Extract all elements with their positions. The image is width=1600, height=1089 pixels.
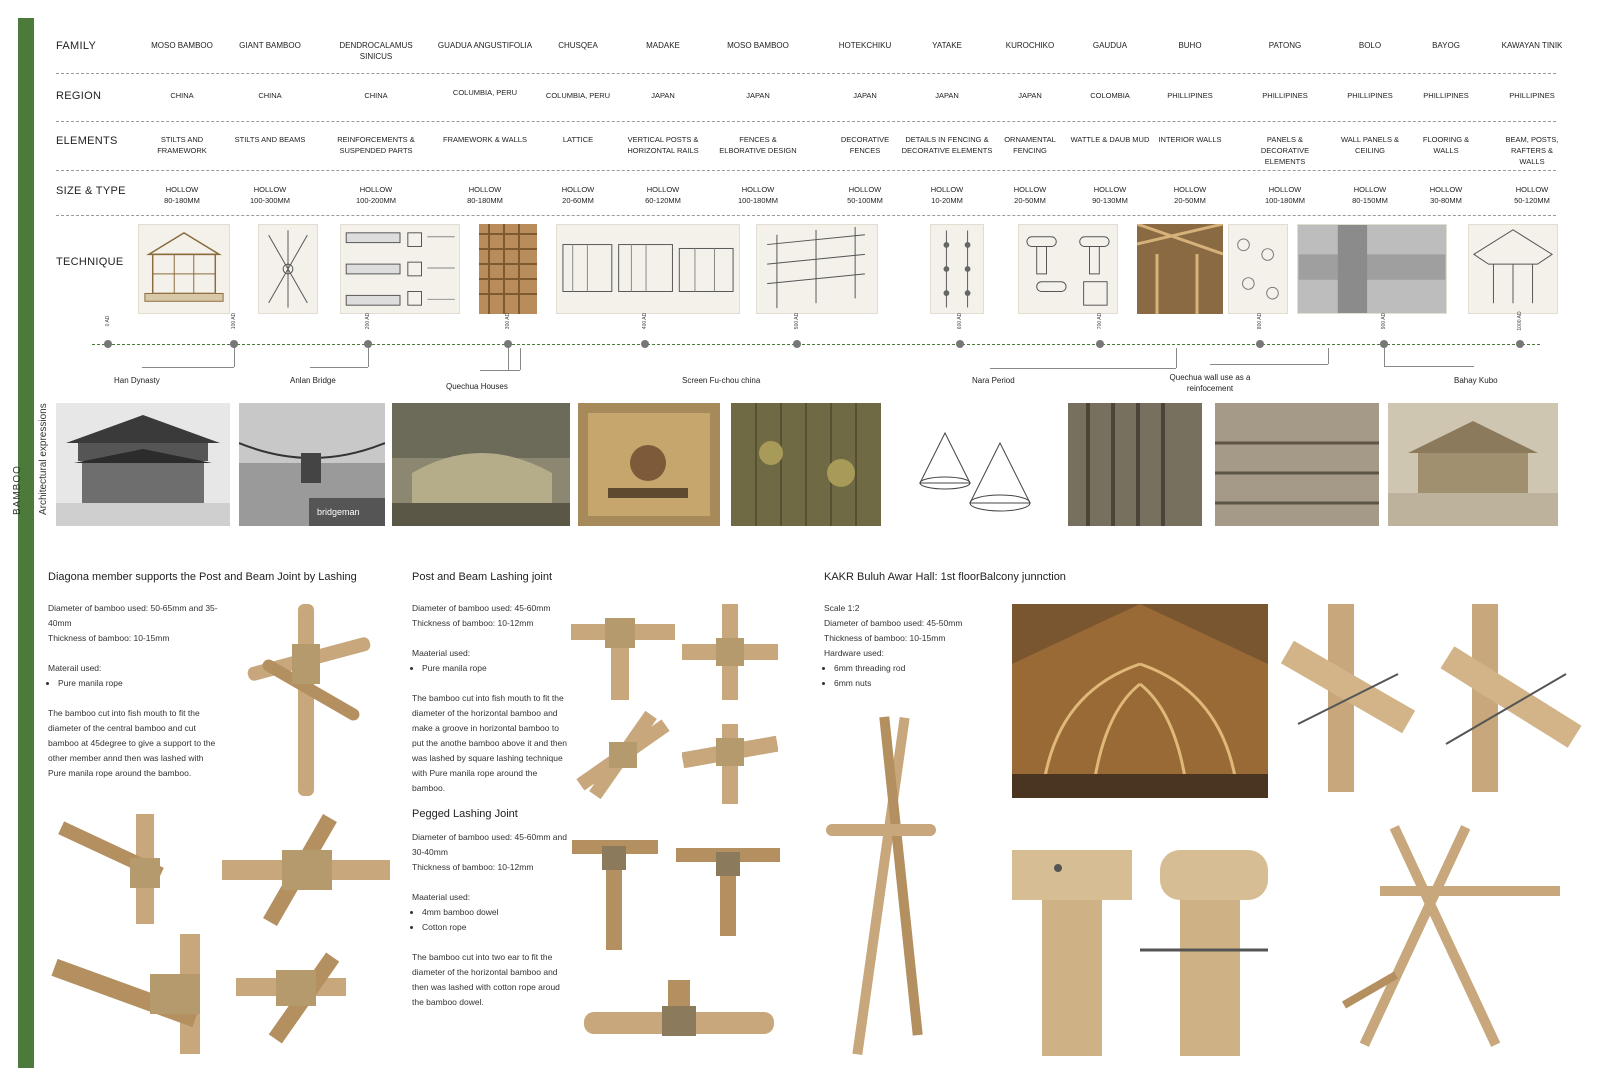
region-cell: PHILLIPINES [1347, 91, 1393, 100]
elements-cell: WATTLE & DAUB MUD [1070, 135, 1150, 144]
region-cell: CHINA [170, 91, 194, 100]
elements-cell: STILTS AND BEAMS [234, 135, 306, 144]
region-cell: CHINA [364, 91, 388, 100]
region-cell: PHILLIPINES [1423, 91, 1469, 100]
family-cell: DENDROCALAMUS SINICUS [339, 41, 413, 61]
size-cell: 80-180MM [467, 196, 503, 205]
region-cell: COLUMBIA, PERU [452, 88, 518, 97]
photo-bahay-kubo [1388, 403, 1558, 526]
era-label: Bahay Kubo [1454, 376, 1498, 385]
spec-line: Thickness of bamboo: 10-15mm [824, 633, 946, 643]
size-cell: 90-130MM [1092, 196, 1128, 205]
material-label: Maaterial used: [412, 648, 471, 658]
era-label: Anlan Bridge [290, 376, 336, 385]
row-label-elements: ELEMENTS [56, 135, 118, 147]
row-label-family: FAMILY [56, 40, 97, 52]
row-label-size-type: SIZE & TYPE [56, 185, 126, 197]
size-type-cell: HOLLOW [1093, 185, 1127, 194]
leader-line [1384, 366, 1474, 367]
divider [56, 73, 1556, 74]
timeline-year: 1000 AD [1517, 311, 1523, 331]
spec-line: Thickness of bamboo: 10-12mm [412, 618, 534, 628]
leader-line [990, 368, 1176, 369]
photo-temple [56, 403, 230, 526]
size-type-cell: HOLLOW [1173, 185, 1207, 194]
leader-line [520, 348, 521, 370]
section-title-diagonal: Diagona member supports the Post and Beam Joint by Lashing [48, 571, 357, 583]
family-cell: MOSO BAMBOO [151, 41, 213, 50]
peg-spec-text [412, 830, 568, 1010]
size-cell: 20-50MM [1174, 196, 1206, 205]
region-cell: JAPAN [746, 91, 770, 100]
description: The bamboo cut into fish mouth to fit the diameter of the central bamboo and cut bamboo at 45degree to give a support to the other member annd then was lashed with Pure manila rope around the bamboo. [48, 708, 216, 778]
technique-sketch-stilts [258, 224, 318, 314]
family-cell: PATONG [1268, 41, 1302, 50]
photo-mud-wall [1215, 403, 1379, 526]
material-item: • Cotton rope [422, 920, 568, 935]
size-type-cell: HOLLOW [561, 185, 595, 194]
size-cell: 30-80MM [1430, 196, 1462, 205]
divider [56, 215, 1556, 216]
timeline-year: 0 AD [105, 315, 111, 327]
elements-cell: DECORATIVE FENCES [840, 135, 890, 155]
photo-painting [578, 403, 720, 526]
family-cell: KAWAYAN TINIK [1501, 41, 1563, 50]
family-cell: CHUSQEA [558, 41, 598, 50]
size-cell: 20-50MM [1014, 196, 1046, 205]
section-title-pegged: Pegged Lashing Joint [412, 808, 518, 820]
elements-cell: INTERIOR WALLS [1158, 135, 1222, 144]
spec-line: Diameter of bamboo used: 50-65mm and 35-40mm [48, 603, 218, 628]
row-label-region: REGION [56, 90, 102, 102]
region-cell: JAPAN [651, 91, 675, 100]
technique-tjoint-sketch [1018, 224, 1118, 314]
family-cell: MOSO BAMBOO [727, 41, 789, 50]
family-cell: GIANT BAMBOO [239, 41, 301, 50]
timeline-year: 100 AD [231, 312, 237, 330]
era-label: Nara Period [972, 376, 1015, 385]
photo-wall-reinforcement [1068, 403, 1202, 526]
region-cell: JAPAN [853, 91, 877, 100]
leader-line [508, 348, 509, 370]
elements-cell: LATTICE [562, 135, 594, 144]
size-cell: 50-100MM [847, 196, 883, 205]
kakr-spec-text [824, 601, 994, 691]
timeline-dot [230, 340, 238, 348]
timeline-dot [641, 340, 649, 348]
region-cell: PHILLIPINES [1167, 91, 1213, 100]
timeline-dot [1516, 340, 1524, 348]
timeline-year: 500 AD [794, 312, 800, 330]
photo-diagonal-detail [236, 948, 346, 1048]
technique-fence-sketch [756, 224, 878, 314]
family-cell: BOLO [1358, 41, 1382, 50]
size-cell: 50-120MM [1514, 196, 1550, 205]
technique-sketch-joints [340, 224, 460, 314]
region-cell: CHINA [258, 91, 282, 100]
material-item: • 4mm bamboo dowel [422, 905, 568, 920]
size-type-cell: HOLLOW [165, 185, 199, 194]
leader-line [142, 367, 234, 368]
spec-line: Diameter of bamboo used: 45-60mm [412, 603, 551, 613]
leader-line [368, 348, 369, 367]
region-cell: JAPAN [1018, 91, 1042, 100]
technique-detail-sketch [1228, 224, 1288, 314]
spec-line: Diameter of bamboo used: 45-60mm and 30-40mm [412, 832, 567, 857]
hardware-label: Hardware used: [824, 648, 885, 658]
size-cell: 100-300MM [249, 196, 291, 205]
material-label: Maaterial used: [412, 892, 471, 902]
photo-post-joint [682, 604, 778, 700]
technique-roof-sketch [1468, 224, 1558, 314]
section-title-kakr: KAKR Buluh Awar Hall: 1st floorBalcony junnction [824, 571, 1066, 583]
family-cell: MADAKE [646, 41, 680, 50]
region-cell: PHILLIPINES [1509, 91, 1555, 100]
photo-pegged-joint [676, 846, 780, 936]
divider [56, 170, 1556, 171]
region-cell: PHILLIPINES [1262, 91, 1308, 100]
material-label: Materail used: [48, 663, 102, 673]
photo-pegged-joint [572, 830, 658, 950]
diag-spec-text [48, 601, 218, 781]
photo-screen [731, 403, 881, 526]
photo-kakr-post-detail [1012, 820, 1132, 1056]
sidebar-accent-bar [18, 18, 34, 1068]
timeline-year: 300 AD [505, 312, 511, 330]
photo-kakr-post-detail [1140, 820, 1268, 1056]
row-label-technique: TECHNIQUE [56, 256, 124, 268]
size-cell: 100-180MM [1264, 196, 1306, 205]
elements-cell: STILTS AND FRAMEWORK [157, 135, 207, 155]
material-item: • Pure manila rope [58, 676, 218, 691]
elements-cell: FRAMEWORK & WALLS [443, 135, 527, 144]
family-cell: BAYOG [1432, 41, 1460, 50]
size-type-cell: HOLLOW [848, 185, 882, 194]
photo-diagonal-detail [56, 814, 182, 924]
size-cell: 80-150MM [1352, 196, 1388, 205]
size-type-cell: HOLLOW [930, 185, 964, 194]
size-type-cell: HOLLOW [741, 185, 775, 194]
size-cell: 80-180MM [164, 196, 200, 205]
elements-cell: DETAILS IN FENCING & DECORATIVE ELEMENTS [901, 135, 993, 155]
spec-line: Diameter of bamboo used: 45-50mm [824, 618, 963, 628]
size-type-cell: HOLLOW [1353, 185, 1387, 194]
elements-cell: FENCES & ELBORATIVE DESIGN [719, 135, 797, 155]
photo-post-joint [571, 706, 675, 804]
photo-kakr-frame-model [826, 716, 946, 1056]
divider [56, 121, 1556, 122]
svg-text:bridgeman: bridgeman [317, 507, 360, 517]
technique-knot-sketch [930, 224, 984, 314]
photo-kakr-frame-assembly [1300, 816, 1560, 1056]
leader-line [1176, 348, 1177, 368]
region-cell: JAPAN [935, 91, 959, 100]
timeline-dot [793, 340, 801, 348]
size-cell: 100-200MM [355, 196, 397, 205]
photo-tent-sketch [890, 403, 1058, 526]
elements-cell: REINFORCEMENTS & SUSPENDED PARTS [337, 135, 415, 155]
era-label: Screen Fu-chou china [682, 376, 761, 385]
technique-wall-sketch [556, 224, 740, 314]
photo-diagonal-joint [236, 604, 382, 796]
size-cell: 20-60MM [562, 196, 594, 205]
leader-line [1210, 364, 1328, 365]
photo-diagonal-detail [222, 810, 390, 930]
elements-cell: WALL PANELS & CEILING [1340, 135, 1400, 155]
timeline-dot [364, 340, 372, 348]
timeline-dot [1380, 340, 1388, 348]
size-type-cell: HOLLOW [1268, 185, 1302, 194]
size-cell: 10-20MM [931, 196, 963, 205]
photo-post-joint [682, 714, 778, 804]
sidebar-subtitle: Architectural expressions [38, 403, 49, 515]
leader-line [1384, 348, 1385, 366]
size-type-cell: HOLLOW [1515, 185, 1549, 194]
timeline-dot [104, 340, 112, 348]
era-label: Quechua Houses [446, 382, 508, 391]
region-cell: COLUMBIA, PERU [545, 91, 611, 100]
technique-lashing-photo [1297, 224, 1447, 314]
leader-line [480, 370, 520, 371]
technique-woven-lattice-photo [479, 224, 537, 314]
photo-diagonal-detail [50, 934, 220, 1054]
family-cell: YATAKE [932, 41, 962, 50]
region-cell: COLOMBIA [1090, 91, 1130, 100]
photo-kakr-joint-bolt [1436, 604, 1586, 792]
elements-cell: FLOORING & WALLS [1422, 135, 1470, 155]
size-type-cell: HOLLOW [1013, 185, 1047, 194]
photo-post-joint [571, 604, 675, 700]
elements-cell: VERTICAL POSTS & HORIZONTAL RAILS [627, 135, 699, 155]
leader-line [234, 348, 235, 367]
size-cell: 100-180MM [737, 196, 779, 205]
elements-cell: ORNAMENTAL FENCING [1004, 135, 1056, 155]
photo-kakr-hall [1012, 604, 1268, 798]
timeline-year: 600 AD [957, 312, 963, 330]
photo-quechua-house [392, 403, 570, 526]
photo-pegged-joint [584, 980, 774, 1052]
leader-line [1328, 348, 1329, 364]
size-type-cell: HOLLOW [253, 185, 287, 194]
spec-line: Thickness of bamboo: 10-12mm [412, 862, 534, 872]
scale-line: Scale 1:2 [824, 603, 860, 613]
sidebar-title: BAMBOO [12, 465, 23, 515]
leader-line [310, 367, 368, 368]
timeline-year: 800 AD [1257, 312, 1263, 330]
technique-sketch-frame [138, 224, 230, 314]
timeline-year: 200 AD [365, 312, 371, 330]
timeline-dot [504, 340, 512, 348]
timeline-year: 900 AD [1381, 312, 1387, 330]
timeline-year: 400 AD [642, 312, 648, 330]
timeline-dot [1256, 340, 1264, 348]
size-type-cell: HOLLOW [646, 185, 680, 194]
family-cell: BUHO [1178, 41, 1202, 50]
technique-interior-photo [1137, 224, 1223, 314]
description: The bamboo cut into fish mouth to fit the diameter of the horizontal bamboo and make a groove in horizontal bamboo to put the anothe bamboo above it and then was lashed by square lashing technique with Pure manila rope around the bamboo. [412, 693, 568, 793]
timeline-year: 700 AD [1097, 312, 1103, 330]
era-label: Han Dynasty [114, 376, 160, 385]
spec-line: Thickness of bamboo: 10-15mm [48, 633, 170, 643]
hardware-item: • 6mm nuts [834, 676, 994, 691]
size-type-cell: HOLLOW [468, 185, 502, 194]
timeline-dot [1096, 340, 1104, 348]
timeline-axis [92, 344, 1540, 345]
post-spec-text [412, 601, 568, 796]
section-title-post-beam: Post and Beam Lashing joint [412, 571, 553, 583]
elements-cell: BEAM, POSTS, RAFTERS & WALLS [1505, 135, 1559, 166]
photo-bridge [239, 403, 385, 526]
timeline-dot [956, 340, 964, 348]
family-cell: GAUDUA [1092, 41, 1128, 50]
size-type-cell: HOLLOW [359, 185, 393, 194]
era-label: Quechua wall use as a reinfocement [1169, 373, 1251, 393]
family-cell: HOTEKCHIKU [838, 41, 892, 50]
description: The bamboo cut into two ear to fit the diameter of the horizontal bamboo and then was lashed with cotton rope aroud the bamboo dowel. [412, 952, 560, 1007]
material-item: • Pure manila rope [422, 661, 568, 676]
family-cell: GUADUA ANGUSTIFOLIA [437, 41, 533, 50]
photo-kakr-joint-bolt [1278, 604, 1418, 792]
hardware-item: • 6mm threading rod [834, 661, 994, 676]
size-cell: 60-120MM [645, 196, 681, 205]
family-cell: KUROCHIKO [1005, 41, 1055, 50]
size-type-cell: HOLLOW [1429, 185, 1463, 194]
elements-cell: PANELS & DECORATIVE ELEMENTS [1260, 135, 1310, 166]
